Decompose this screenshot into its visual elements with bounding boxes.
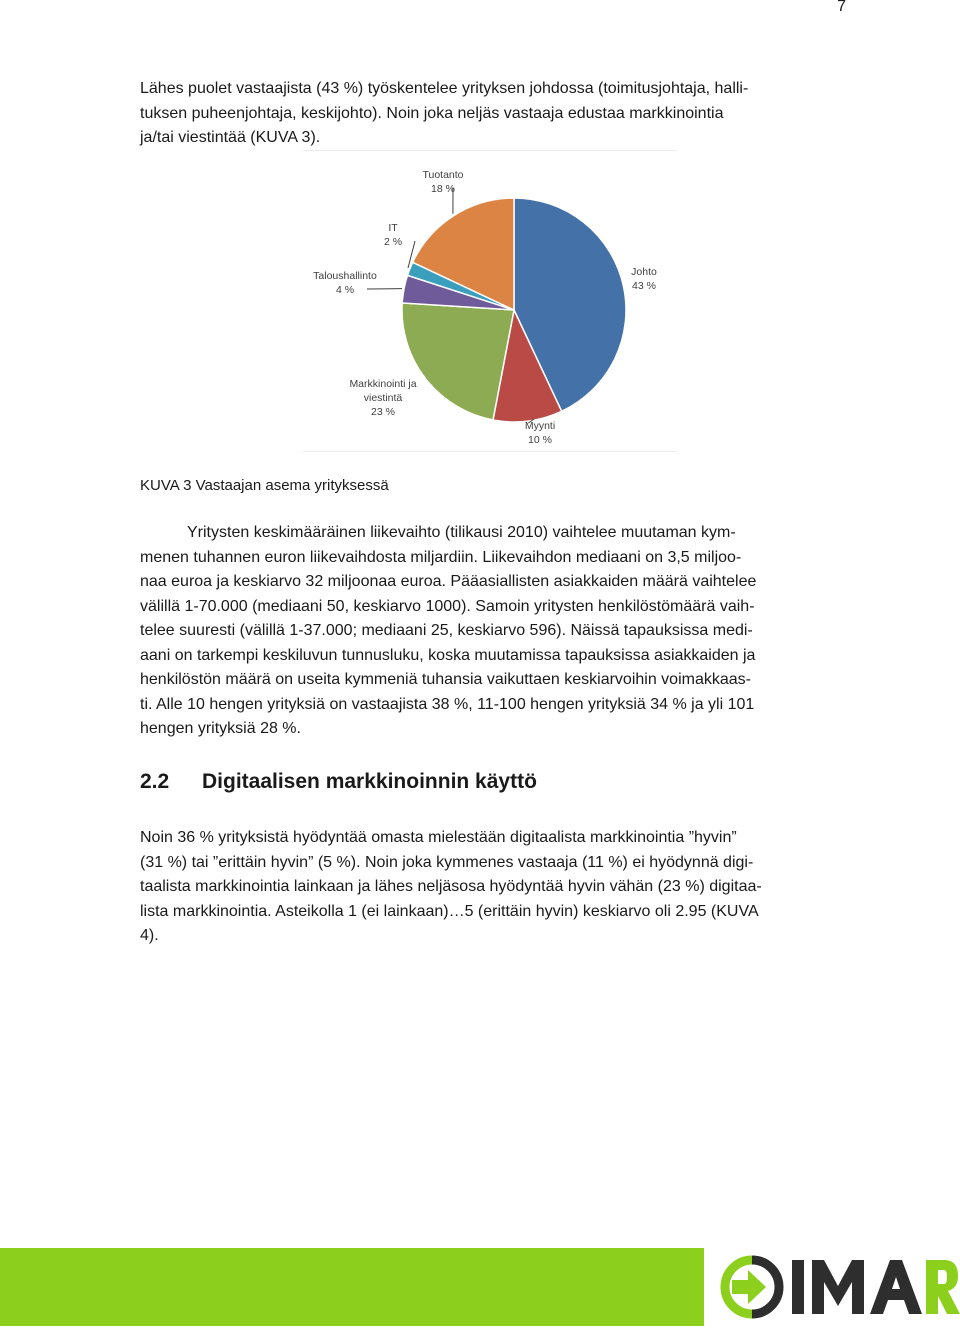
page-number: 7 <box>826 0 846 16</box>
figure-caption: KUVA 3 Vastaajan asema yrityksessä <box>140 475 389 497</box>
body-line: telee suuresti (välillä 1-37.000; mediaani 25, keskiarvo 596). Näissä tapauksissa medi- <box>140 619 842 644</box>
body-line: aani on tarkempi keskiluvun tunnusluku, koska muutamissa tapauksissa asiakkaiden ja <box>140 644 842 669</box>
body-line: menen tuhannen euron liikevaihdosta miljardiin. Liikevaihdon mediaani on 3,5 miljoo- <box>140 546 842 571</box>
arrow-circle-icon <box>725 1260 779 1314</box>
intro-line: tuksen puheenjohtaja, keskijohto). Noin joka neljäs vastaaja edustaa markkinointia <box>140 102 842 127</box>
section-line: 4). <box>140 924 842 949</box>
section-line: lista markkinointia. Asteikolla 1 (ei lainkaan)…5 (erittäin hyvin) keskiarvo oli 2.95 (KUVA <box>140 900 842 925</box>
pie-label: Tuotanto 18 % <box>422 169 463 195</box>
intro-paragraph <box>140 77 842 151</box>
body-line: ti. Alle 10 hengen yrityksiä on vastaajista 38 %, 11-100 hengen yrityksiä 34 % ja yli 101 <box>140 693 842 718</box>
footer-bar <box>0 1248 704 1326</box>
section-paragraph <box>140 826 842 949</box>
section-number: 2.2 <box>140 768 202 796</box>
section-title: Digitaalisen markkinoinnin käyttö <box>202 770 537 793</box>
logo-letters <box>792 1260 922 1314</box>
section-line: taalista markkinointia lainkaan ja lähes neljäsosa hyödyntää hyvin vähän (23 %) digitaa- <box>140 875 842 900</box>
intro-line: Lähes puolet vastaajista (43 %) työskentelee yrityksen johdossa (toimitusjohtaja, halli- <box>140 77 842 102</box>
pie-label: Myynti 10 % <box>525 420 555 446</box>
pie-label: Johto 43 % <box>631 266 657 292</box>
dimar-logo <box>718 1248 960 1326</box>
body-paragraph <box>140 521 842 742</box>
body-line: naa euroa ja keskiarvo 32 miljoonaa euroa. Pääasiallisten asiakkaiden määrä vaihtelee <box>140 570 842 595</box>
body-line: Yritysten keskimääräinen liikevaihto (tilikausi 2010) vaihtelee muutaman kym- <box>140 521 842 546</box>
pie-label: Taloushallinto 4 % <box>313 270 377 296</box>
body-line: välillä 1-70.000 (mediaani 50, keskiarvo 1000). Samoin yritysten henkilöstömäärä vaih- <box>140 595 842 620</box>
section-heading <box>140 768 537 796</box>
pie-label: IT 2 % <box>384 222 402 248</box>
logo-r <box>926 1260 960 1314</box>
pie-chart-svg <box>303 151 677 451</box>
pie-label: Markkinointi ja viestintä 23 % <box>349 378 416 418</box>
body-line: hengen yrityksiä 28 %. <box>140 717 842 742</box>
section-line: (31 %) tai ”erittäin hyvin” (5 %). Noin joka kymmenes vastaaja (11 %) ei hyödynnä digi- <box>140 851 842 876</box>
pie-chart <box>303 150 677 452</box>
dimar-logo-svg <box>718 1248 960 1326</box>
body-line: henkilöstön määrä on useita kymmeniä tuhansia vaikuttaen keskiarvoihin voimakkaas- <box>140 668 842 693</box>
section-line: Noin 36 % yrityksistä hyödyntää omasta mielestään digitaalista markkinointia ”hyvin” <box>140 826 842 851</box>
intro-line: ja/tai viestintää (KUVA 3). <box>140 126 842 151</box>
